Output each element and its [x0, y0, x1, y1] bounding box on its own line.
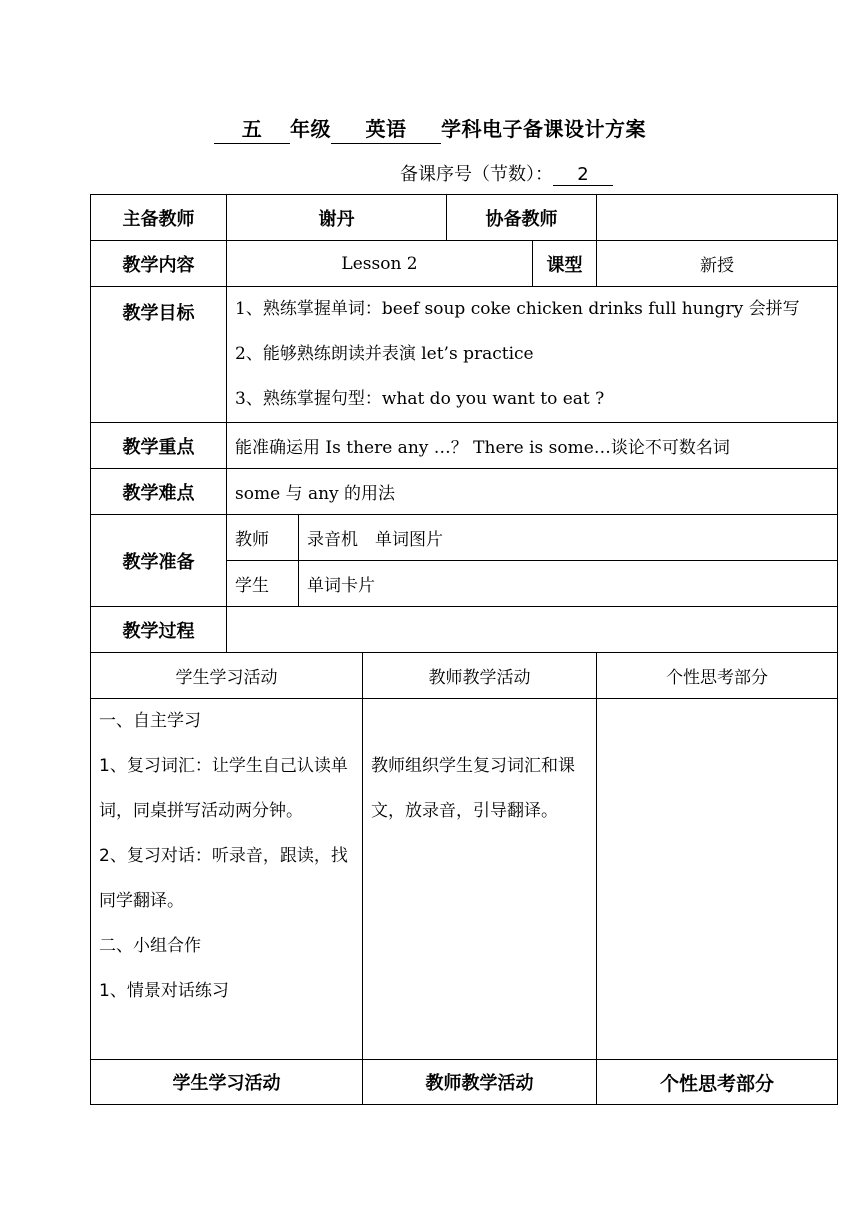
type-value: 新授 [597, 241, 838, 287]
main-teacher-value: 谢丹 [227, 195, 447, 241]
objective-item: 1、熟练掌握单词：beef soup coke chicken drinks full hungry 会拼写 [235, 299, 800, 319]
objective-item: 2、能够熟练朗读并表演 let’s practice [235, 344, 534, 364]
process-col-teacher: 教师教学活动 [363, 653, 597, 699]
prep-label: 教学准备 [91, 515, 227, 607]
student-activity-item: 1、复习词汇：让学生自己认读单词，同桌拼写活动两分钟。 [99, 756, 348, 821]
type-label: 课型 [533, 241, 597, 287]
key-point-label: 教学重点 [91, 423, 227, 469]
teacher-activity-text: 教师组织学生复习词汇和课文，放录音，引导翻译。 [371, 756, 575, 821]
content-label: 教学内容 [91, 241, 227, 287]
student-activity-cell [91, 699, 363, 1060]
student-activity-item: 1、情景对话练习 [99, 981, 229, 1001]
prep-student-label: 学生 [227, 561, 299, 607]
title-rest: 学科电子备课设计方案 [441, 117, 646, 141]
grade-suffix: 年级 [290, 117, 331, 141]
lesson-number-value: 2 [553, 164, 613, 186]
prep-teacher-row [91, 515, 838, 561]
key-point-value: 能准确运用 Is there any …？ There is some…谈论不可数名词 [227, 423, 838, 469]
subject-value: 英语 [331, 113, 441, 144]
grade-value: 五 [214, 113, 290, 144]
objectives-row [91, 287, 838, 423]
footer-col-student: 学生学习活动 [91, 1060, 363, 1105]
process-col-thinking: 个性思考部分 [597, 653, 838, 699]
document-title [0, 113, 860, 144]
process-label: 教学过程 [91, 607, 227, 653]
prep-teacher-label: 教师 [227, 515, 299, 561]
process-footer-row [91, 1060, 838, 1105]
student-activity-item: 一、自主学习 [99, 711, 201, 731]
key-point-row [91, 423, 838, 469]
objective-item: 3、熟练掌握句型：what do you want to eat ? [235, 389, 605, 409]
lesson-plan-table [90, 194, 838, 1105]
footer-col-teacher: 教师教学活动 [363, 1060, 597, 1105]
difficulty-label: 教学难点 [91, 469, 227, 515]
teacher-activity-cell [363, 699, 597, 1060]
process-col-student: 学生学习活动 [91, 653, 363, 699]
co-teacher-value [597, 195, 838, 241]
teacher-row [91, 195, 838, 241]
co-teacher-label: 协备教师 [447, 195, 597, 241]
student-activity-item: 2、复习对话：听录音，跟读，找同学翻译。 [99, 846, 348, 911]
prep-student-value: 单词卡片 [299, 561, 838, 607]
difficulty-row [91, 469, 838, 515]
content-value: Lesson 2 [227, 241, 533, 287]
process-label-row [91, 607, 838, 653]
objectives-list [227, 287, 838, 423]
lesson-number-label: 备课序号（节数）： [400, 164, 553, 185]
thinking-cell [597, 699, 838, 1060]
prep-teacher-value: 录音机 单词图片 [299, 515, 838, 561]
student-activity-item: 二、小组合作 [99, 936, 201, 956]
main-teacher-label: 主备教师 [91, 195, 227, 241]
process-header-row [91, 653, 838, 699]
footer-col-thinking: 个性思考部分 [597, 1060, 838, 1105]
objectives-label: 教学目标 [91, 287, 227, 423]
lesson-number [400, 160, 613, 186]
content-row [91, 241, 838, 287]
process-body-row [91, 699, 838, 1060]
difficulty-value: some 与 any 的用法 [227, 469, 838, 515]
